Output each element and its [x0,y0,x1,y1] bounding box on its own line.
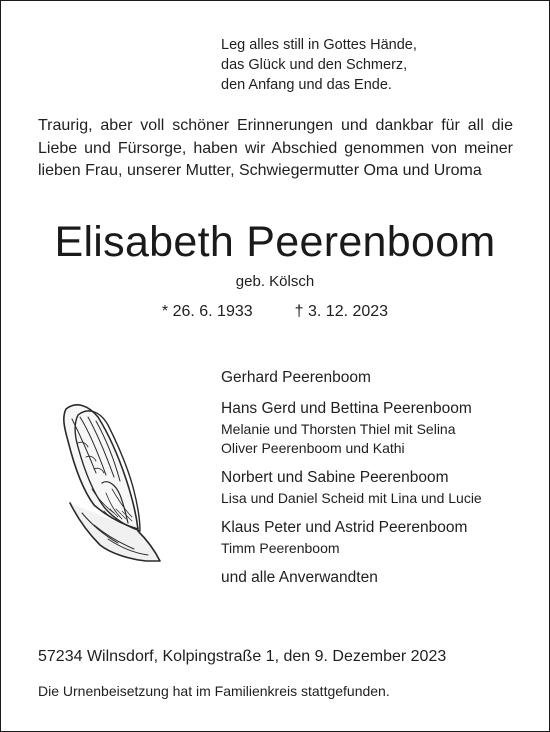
family-member: Oliver Peerenboom und Kathi [221,440,405,456]
family-member: Timm Peerenboom [221,540,340,556]
death-date: † 3. 12. 2023 [294,303,389,320]
maiden-name: geb. Kölsch [235,273,315,290]
family-group [221,367,541,389]
family-head: Hans Gerd und Bettina Peerenboom [221,400,472,417]
birth-date: * 26. 6. 1933 [161,303,253,320]
verse-line: das Glück und den Schmerz, [221,57,408,73]
family-list [221,367,541,589]
life-dates [1,301,549,323]
family-group [221,517,541,558]
family-head: Klaus Peter und Astrid Peerenboom [221,519,468,536]
verse-line: den Anfang und das Ende. [221,77,392,93]
family-closing: und alle Anverwandten [221,569,378,586]
verse [221,35,521,95]
family-group [221,398,541,458]
location-date: 57234 Wilnsdorf, Kolpingstraße 1, den 9. Dezember 2023 [38,648,447,665]
family-member: Lisa und Daniel Scheid mit Lina und Lucie [221,490,482,506]
verse-line: Leg alles still in Gottes Hände, [221,37,417,53]
family-head: Norbert und Sabine Peerenboom [221,469,449,486]
praying-hands-icon [48,393,168,563]
family-member: Melanie und Thorsten Thiel mit Selina [221,421,456,437]
family-group [221,467,541,508]
family-head: Gerhard Peerenboom [221,369,371,386]
burial-note: Die Urnenbeisetzung hat im Familienkreis stattgefunden. [38,683,390,699]
intro-text: Traurig, aber voll schöner Erinnerungen und dankbar für all die Liebe und Fürsorge, haben wir Abschied genommen von meiner lieben Frau, unserer Mutter, Schwiegermutter Oma und Uroma [38,117,513,179]
deceased-name: Elisabeth Peerenboom [54,218,496,266]
